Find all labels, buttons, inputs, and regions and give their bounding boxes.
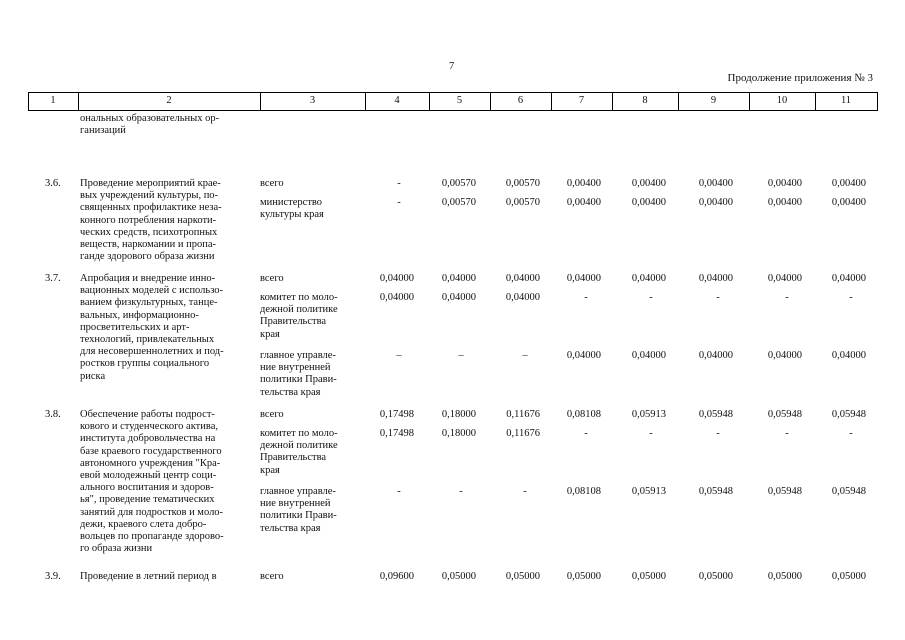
executor-line: края bbox=[260, 464, 280, 476]
value-cell: 0,04000 bbox=[698, 273, 733, 284]
header-column-divider bbox=[877, 92, 878, 111]
value-cell: - bbox=[849, 428, 853, 439]
measure-name-line: священных профилактике неза- bbox=[80, 202, 222, 214]
value-cell: 0,05000 bbox=[631, 571, 666, 582]
value-cell: 0,00400 bbox=[831, 197, 866, 208]
value-cell: - bbox=[397, 178, 401, 189]
row-number: 3.8. bbox=[45, 409, 61, 420]
executor-line: Правительства bbox=[260, 452, 327, 464]
value-cell: - bbox=[716, 428, 720, 439]
value-cell: – bbox=[522, 350, 528, 361]
executor-line: тельства края bbox=[260, 386, 321, 398]
value-cell: 0,04000 bbox=[379, 292, 414, 303]
executor-line: всего bbox=[260, 571, 284, 582]
executor-line: тельства края bbox=[260, 522, 321, 534]
value-cell: – bbox=[396, 350, 402, 361]
value-cell: 0,00400 bbox=[631, 178, 666, 189]
value-cell: 0,05000 bbox=[831, 571, 866, 582]
measure-name-line: ганде здорового образа жизни bbox=[80, 251, 215, 263]
executor-line: Правительства bbox=[260, 316, 327, 328]
value-cell: 0,08108 bbox=[566, 409, 601, 420]
value-cell: 0,00400 bbox=[698, 197, 733, 208]
name-line: ональных образовательных ор- bbox=[80, 113, 220, 124]
measure-name-line: конного потребления наркоти- bbox=[80, 214, 217, 226]
value-cell: 0,04000 bbox=[566, 350, 601, 361]
value-cell: 0,04000 bbox=[767, 350, 802, 361]
value-cell: 0,04000 bbox=[831, 350, 866, 361]
header-cell: 11 bbox=[840, 95, 852, 106]
measure-name-line: занятий для подростков и моло- bbox=[80, 506, 224, 518]
measure-name-line: ья", проведение тематических bbox=[80, 494, 215, 506]
page-number: 7 bbox=[449, 61, 455, 72]
value-cell: 0,05000 bbox=[698, 571, 733, 582]
header-cell: 7 bbox=[578, 95, 585, 106]
header-cell: 4 bbox=[394, 95, 400, 106]
value-cell: - bbox=[785, 428, 789, 439]
measure-name-line: Проведение мероприятий крае- bbox=[80, 178, 221, 189]
measure-name-line: евой молодежный центр соци- bbox=[80, 470, 217, 481]
measure-name-line: вальных, информационно- bbox=[80, 309, 199, 321]
measure-name-line: технологий, привлекательных bbox=[80, 334, 215, 345]
value-cell: 0,00400 bbox=[631, 197, 666, 208]
value-cell: - bbox=[716, 292, 720, 303]
measure-name-line: института добровольчества на bbox=[80, 433, 216, 445]
value-cell: - bbox=[649, 428, 653, 439]
header-cell: 3 bbox=[309, 95, 316, 106]
executor-line: дежной политике bbox=[260, 304, 338, 316]
value-cell: 0,04000 bbox=[566, 273, 601, 284]
value-cell: 0,05948 bbox=[767, 486, 802, 497]
value-cell: - bbox=[785, 292, 789, 303]
measure-name-line: базе краевого государственного bbox=[80, 445, 222, 457]
measure-name-line: ванием физкультурных, танце- bbox=[80, 297, 218, 309]
value-cell: 0,05948 bbox=[698, 486, 733, 497]
measure-name-line: риска bbox=[80, 370, 106, 382]
executor-line: культуры края bbox=[260, 209, 324, 221]
name-line: ганизаций bbox=[80, 125, 126, 137]
value-cell: 0,11676 bbox=[506, 409, 540, 420]
value-cell: – bbox=[458, 350, 464, 361]
value-cell: 0,00400 bbox=[767, 197, 802, 208]
executor-line: комитет по моло- bbox=[260, 292, 338, 303]
value-cell: 0,05000 bbox=[441, 571, 476, 582]
value-cell: 0,05948 bbox=[767, 409, 802, 420]
value-cell: 0,05913 bbox=[631, 409, 666, 420]
value-cell: 0,04000 bbox=[767, 273, 802, 284]
value-cell: 0,00400 bbox=[698, 178, 733, 189]
value-cell: 0,04000 bbox=[505, 292, 540, 303]
measure-name-line: дежи, краевого слета добро- bbox=[80, 518, 207, 530]
measure-name-line: Обеспечение работы подрост- bbox=[80, 409, 215, 420]
header-cell: 5 bbox=[456, 95, 463, 106]
executor-line: главное управле- bbox=[260, 486, 336, 497]
value-cell: 0,04000 bbox=[631, 273, 666, 284]
value-cell: 0,00570 bbox=[505, 197, 540, 208]
value-cell: 0,00570 bbox=[441, 178, 476, 189]
measure-name-line: просветительских и арт- bbox=[80, 321, 190, 333]
executor-line: политики Прави- bbox=[260, 510, 337, 522]
measure-name-line: ростков группы социального bbox=[80, 358, 210, 370]
measure-name-line: ального воспитания и здоров- bbox=[80, 482, 214, 494]
value-cell: 0,05948 bbox=[831, 486, 866, 497]
executor-line: комитет по моло- bbox=[260, 428, 338, 439]
value-cell: 0,05948 bbox=[698, 409, 733, 420]
measure-name-line: для несовершеннолетних и под- bbox=[80, 346, 224, 358]
value-cell: 0,04000 bbox=[379, 273, 414, 284]
row-number: 3.9. bbox=[45, 571, 61, 582]
header-cell: 1 bbox=[50, 95, 56, 106]
value-cell: - bbox=[397, 486, 401, 497]
measure-name-line: ческих средств, психотропных bbox=[80, 226, 218, 238]
value-cell: 0,05913 bbox=[631, 486, 666, 497]
executor-line: всего bbox=[260, 178, 284, 189]
value-cell: 0,05000 bbox=[566, 571, 601, 582]
value-cell: 0,00400 bbox=[566, 178, 601, 189]
value-cell: - bbox=[849, 292, 853, 303]
value-cell: 0,04000 bbox=[831, 273, 866, 284]
continuation-caption: Продолжение приложения № 3 bbox=[727, 72, 873, 84]
value-cell: 0,00570 bbox=[441, 197, 476, 208]
value-cell: - bbox=[584, 428, 588, 439]
value-cell: 0,11676 bbox=[506, 428, 540, 439]
measure-name-line: кового и студенческого актива, bbox=[80, 421, 218, 433]
measure-name-line: автономного учреждения "Кра- bbox=[80, 457, 221, 469]
value-cell: - bbox=[523, 486, 527, 497]
value-cell: - bbox=[584, 292, 588, 303]
value-cell: 0,00400 bbox=[767, 178, 802, 189]
executor-line: главное управле- bbox=[260, 350, 336, 361]
executor-line: всего bbox=[260, 409, 284, 420]
value-cell: 0,18000 bbox=[441, 409, 476, 420]
value-cell: - bbox=[397, 197, 401, 208]
value-cell: 0,18000 bbox=[441, 428, 476, 439]
header-cell: 10 bbox=[776, 95, 788, 106]
header-cell: 2 bbox=[166, 95, 172, 106]
value-cell: 0,05000 bbox=[767, 571, 802, 582]
executor-line: дежной политике bbox=[260, 440, 338, 452]
executor-line: ние внутренней bbox=[260, 498, 331, 510]
value-cell: 0,04000 bbox=[698, 350, 733, 361]
value-cell: 0,17498 bbox=[379, 428, 414, 439]
executor-line: всего bbox=[260, 273, 284, 284]
header-cell: 8 bbox=[642, 95, 648, 106]
value-cell: - bbox=[459, 486, 463, 497]
executor-line: политики Прави- bbox=[260, 374, 337, 386]
value-cell: 0,04000 bbox=[441, 292, 476, 303]
value-cell: 0,04000 bbox=[631, 350, 666, 361]
value-cell: 0,00570 bbox=[505, 178, 540, 189]
measure-name-line: вых учреждений культуры, по- bbox=[80, 190, 219, 202]
value-cell: 0,05000 bbox=[505, 571, 540, 582]
measure-name-line: веществ, наркомании и пропа- bbox=[80, 239, 217, 250]
measure-name-line: Апробация и внедрение инно- bbox=[80, 273, 216, 284]
measure-name-line: вационных моделей с использо- bbox=[80, 285, 224, 297]
value-cell: 0,17498 bbox=[379, 409, 414, 420]
header-cell: 9 bbox=[710, 95, 717, 106]
measure-name-line: вольцев по пропаганде здорово- bbox=[80, 531, 224, 542]
value-cell: - bbox=[649, 292, 653, 303]
measure-name-line: го образа жизни bbox=[80, 543, 153, 555]
value-cell: 0,00400 bbox=[831, 178, 866, 189]
executor-line: края bbox=[260, 328, 280, 340]
value-cell: 0,09600 bbox=[379, 571, 414, 582]
value-cell: 0,04000 bbox=[441, 273, 476, 284]
row-number: 3.7. bbox=[45, 273, 61, 284]
executor-line: ние внутренней bbox=[260, 362, 331, 374]
measure-name-line: Проведение в летний период в bbox=[80, 571, 217, 582]
executor-line: министерство bbox=[260, 197, 323, 208]
row-number: 3.6. bbox=[45, 178, 61, 189]
value-cell: 0,00400 bbox=[566, 197, 601, 208]
header-cell: 6 bbox=[517, 95, 524, 106]
value-cell: 0,04000 bbox=[505, 273, 540, 284]
value-cell: 0,05948 bbox=[831, 409, 866, 420]
value-cell: 0,08108 bbox=[566, 486, 601, 497]
